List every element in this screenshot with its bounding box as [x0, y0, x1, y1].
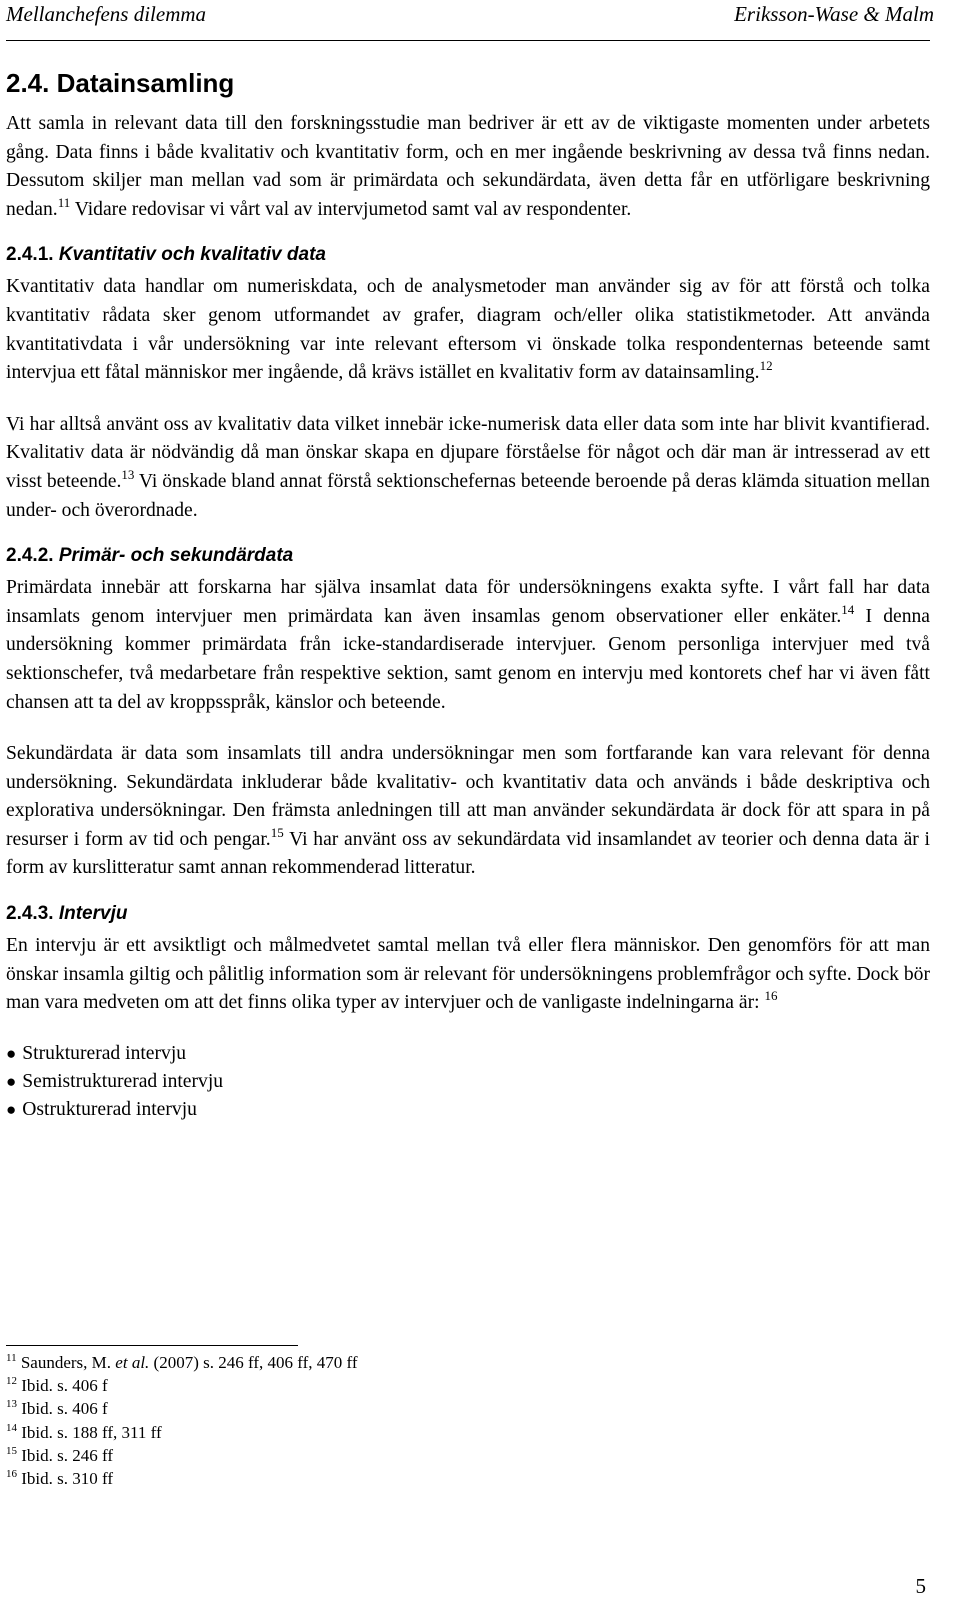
paragraph-text: Kvantitativ data handlar om numeriskdata, och de analysmetoder man använder sig av för att förstå och tolka kvantitativ rådata sker genom utformandet av grafer, diagram och/eller olika statistikmetoder. Att använda kvantitativdata i vår undersökning var inte relevant eftersom vi önskade tolka respondenternas beteende samt intervjua ett fåtal människor mer ingående, då krävs istället en kvalitativ form av datainsamling.	[6, 276, 930, 384]
footnote-ref: 11	[57, 194, 71, 210]
footnote-text: Ibid. s. 246 ff	[21, 1445, 114, 1465]
footnote-ref: 14	[841, 601, 855, 617]
footnote-number: 16	[6, 1468, 17, 1481]
footnote-text-cont: (2007) s. 246 ff, 406 ff, 470 ff	[149, 1353, 358, 1372]
subsection-title: Kvantitativ och kvalitativ data	[58, 244, 326, 266]
paragraph	[6, 574, 930, 717]
footnote-text: Ibid. s. 310 ff	[21, 1469, 114, 1489]
header-title: Mellanchefens dilemma	[6, 2, 207, 26]
footnote-number: 13	[6, 1398, 17, 1411]
subsection-number: 2.4.2.	[6, 545, 54, 567]
footnote-number: 11	[6, 1352, 17, 1364]
section-heading: 2.4. Datainsamling	[6, 68, 235, 98]
subsection-heading-2	[6, 544, 930, 568]
list-item	[6, 1096, 930, 1124]
paragraph	[6, 411, 930, 525]
intro-text: Att samla in relevant data till den forskningsstudie man bedriver är ett av de viktigaste momenten under arbetets gång. Data finns i både kvalitativ och kvantitativ form, och en mer ingående beskrivning av dessa två finns nedan. Dessutom skiljer man mellan vad som är primärdata och sekundärdata, även detta får en utförligare beskrivning nedan.	[6, 113, 930, 220]
footnote-ref: 13	[121, 466, 135, 482]
paragraph-text: En intervju är ett avsiktligt och målmedvetet samtal mellan två eller flera människor. Den genomförs för att man önskar insamla giltig och pålitlig information som är relevant för undersökningens problemfrågor och syfte. Dock bör man vara medveten om att det finns olika typer av intervjuer och de vanligaste indelningarna är:	[6, 935, 930, 1014]
bullet-icon: ●	[6, 1071, 17, 1091]
paragraph	[6, 932, 930, 1018]
list-item	[6, 1040, 930, 1068]
running-header	[6, 0, 934, 41]
bullet-icon: ●	[6, 1043, 17, 1063]
paragraph	[6, 740, 930, 883]
list-item-text: Strukturerad intervju	[22, 1042, 187, 1064]
subsection-number: 2.4.1.	[6, 244, 54, 266]
paragraph-text-cont: I denna undersökning kommer primärdata från icke-standardiserade intervjuer. Genom personliga intervjuer med två sektionschefer, två medarbetare från respektive sektion, samt genom en intervju med kontorets chef har vi även fått chansen att ta del av kroppsspråk, känslor och beteende.	[6, 605, 930, 713]
footnote-divider	[6, 1345, 298, 1346]
interview-type-list	[6, 1040, 930, 1124]
page-number: 5	[915, 1574, 926, 1598]
footnotes	[6, 1345, 930, 1490]
list-item	[6, 1068, 930, 1096]
subsection-number: 2.4.3.	[6, 903, 54, 925]
footnote-text: Ibid. s. 406 f	[21, 1376, 108, 1396]
footnote-ref: 16	[764, 988, 778, 1004]
intro-paragraph	[6, 110, 930, 224]
subsection-heading-3	[6, 902, 930, 926]
footnote-text: Ibid. s. 188 ff, 311 ff	[21, 1422, 162, 1442]
paragraph-text: Sekundärdata är data som insamlats till andra undersökningar men som fortfarande kan vara relevant för denna undersökning. Sekundärdata inkluderar både kvalitativ- och kvantitativ data och används i både deskriptiva och explorativa undersökningar. Den främsta anledningen till att man använder sekundärdata är dock för att spara in på resurser i form av tid och pengar.	[6, 743, 930, 850]
footnote-number: 15	[6, 1444, 17, 1457]
footnote-number: 12	[6, 1375, 17, 1388]
footnote-ref: 15	[270, 824, 284, 840]
list-item-text: Ostrukturerad intervju	[22, 1098, 197, 1120]
footnote	[6, 1374, 930, 1397]
paragraph-text: Vi har alltså använt oss av kvalitativ data vilket innebär icke-numerisk data eller data som inte har blivit kvantifierad. Kvalitativ data är nödvändig då man önskar skapa en djupare förståelse för något och där man är intresserad av ett visst beteende.	[6, 413, 930, 492]
footnote-ref: 12	[759, 358, 773, 374]
footnote-text: Saunders, M.	[20, 1353, 116, 1372]
footnote-text: Ibid. s. 406 f	[21, 1399, 108, 1419]
intro-text-cont: Vidare redovisar vi vårt val av intervjumetod samt val av respondenter.	[70, 198, 632, 220]
list-item-text: Semistrukturerad intervju	[22, 1070, 224, 1092]
subsection-title: Intervju	[58, 903, 128, 925]
paragraph	[6, 273, 930, 387]
paragraph-text-cont: Vi har använt oss av sekundärdata vid insamlandet av teorier och denna data är i form av kurslitteratur samt annan rekommenderad litteratur.	[6, 828, 931, 879]
subsection-heading-1	[6, 243, 930, 267]
footnote-emphasis: et al.	[115, 1353, 150, 1372]
subsection-title: Primär- och sekundärdata	[58, 545, 294, 567]
paragraph-text-cont: Vi önskade bland annat förstå sektionschefernas beteende beroende på deras klämda situation mellan under- och överordnade.	[6, 470, 930, 521]
header-authors: Eriksson-Wase & Malm	[734, 2, 934, 26]
footnote	[6, 1421, 930, 1444]
bullet-icon: ●	[6, 1099, 17, 1119]
document-body	[6, 110, 930, 1124]
footnote	[6, 1444, 930, 1467]
footnote	[6, 1351, 930, 1374]
footnote	[6, 1467, 930, 1490]
footnote-number: 14	[6, 1421, 17, 1434]
paragraph-text: Primärdata innebär att forskarna har själva insamlat data för undersökningens exakta syfte. I vårt fall har data insamlats genom intervjuer men primärdata kan även insamlas genom observationer eller enkäter.	[6, 577, 930, 627]
footnote	[6, 1397, 930, 1420]
